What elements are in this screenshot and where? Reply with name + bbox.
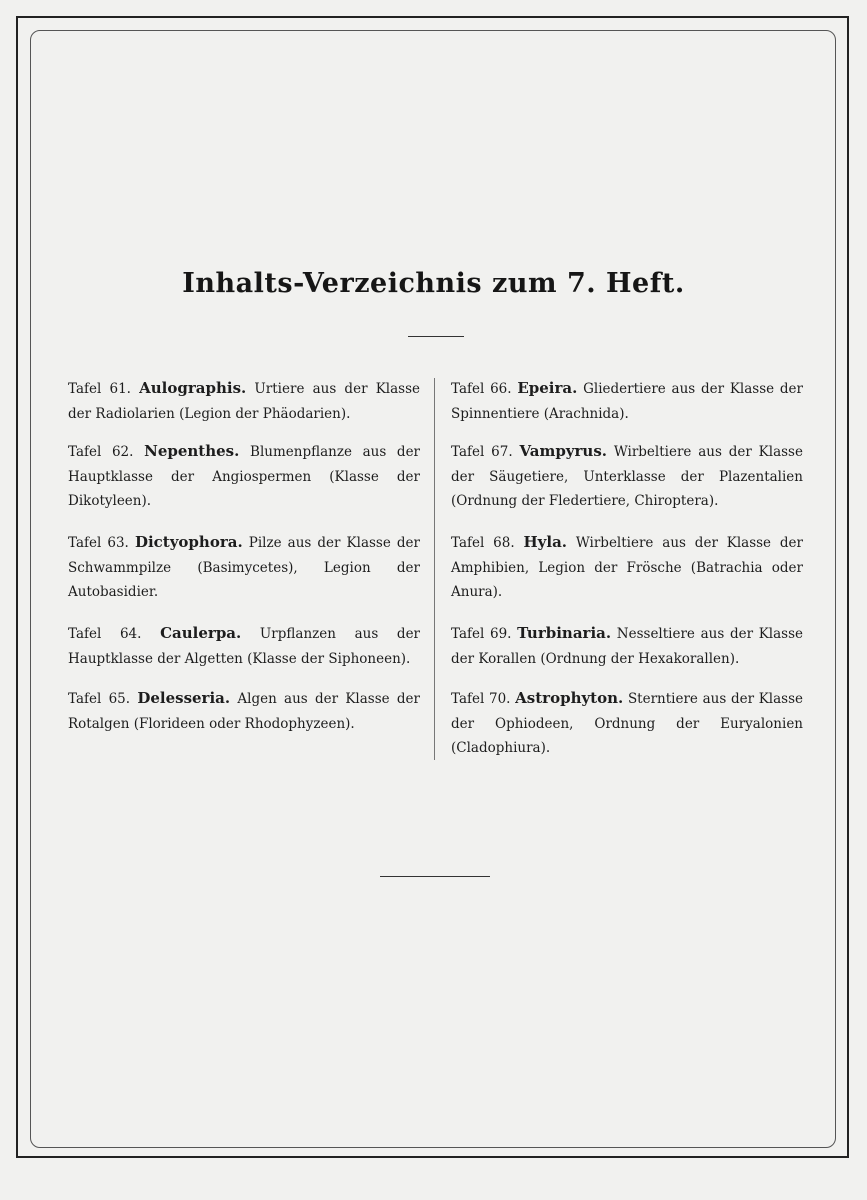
plate-number: Tafel 68.: [451, 535, 515, 551]
taxon-description: Wirbeltiere aus der Klasse der Säugetiere, Unterklasse der Plazentalien (Ordnung der Fledertiere, Chiroptera).: [451, 444, 803, 509]
table-of-contents-entry: [68, 621, 420, 671]
plate-number: Tafel 67.: [451, 444, 513, 460]
taxon-name: Astrophyton.: [515, 689, 624, 707]
taxon-name: Epeira.: [517, 379, 578, 397]
table-of-contents-entry: [68, 376, 420, 426]
taxon-name: Delesseria.: [137, 689, 231, 707]
table-of-contents-entry: [451, 530, 803, 605]
taxon-name: Nepenthes.: [144, 442, 240, 460]
taxon-description: Urpflanzen aus der Hauptklasse der Algetten (Klasse der Siphoneen).: [68, 626, 421, 667]
table-of-contents-entry: [451, 686, 803, 761]
plate-number: Tafel 69.: [451, 626, 512, 642]
plate-number: Tafel 64.: [68, 626, 142, 642]
taxon-description: Nesseltiere aus der Klasse der Korallen (Ordnung der Hexakorallen).: [451, 626, 803, 667]
taxon-description: Urtiere aus der Klasse der Radiolarien (Legion der Phäodarien).: [68, 381, 420, 422]
taxon-description: Blumenpflanze aus der Hauptklasse der Angiospermen (Klasse der Dikotyleen).: [68, 444, 421, 509]
plate-number: Tafel 63.: [68, 535, 129, 551]
taxon-description: Pilze aus der Klasse der Schwammpilze (Basimycetes), Legion der Autobasidier.: [68, 535, 420, 600]
table-of-contents-entry: [451, 439, 803, 514]
taxon-name: Dictyophora.: [134, 533, 243, 551]
taxon-description: Algen aus der Klasse der Rotalgen (Florideen oder Rhodophyzeen).: [68, 691, 420, 732]
taxon-description: Sterntiere aus der Klasse der Ophiodeen, Ordnung der Euryalonien (Cladophiura).: [451, 691, 804, 756]
plate-number: Tafel 61.: [68, 381, 131, 397]
table-of-contents-entry: [68, 686, 420, 736]
closing-rule: [380, 876, 490, 877]
taxon-name: Aulographis.: [139, 379, 247, 397]
plate-number: Tafel 62.: [68, 444, 134, 460]
table-of-contents-entry: [68, 439, 420, 514]
title-divider: [408, 336, 464, 337]
taxon-name: Caulerpa.: [160, 624, 242, 642]
table-of-contents-entry: [451, 621, 803, 671]
table-of-contents-entry: [68, 530, 420, 605]
plate-number: Tafel 65.: [68, 691, 131, 707]
taxon-name: Hyla.: [523, 533, 568, 551]
column-divider: [434, 378, 435, 760]
taxon-name: Turbinaria.: [517, 624, 612, 642]
taxon-name: Vampyrus.: [519, 442, 608, 460]
taxon-description: Gliedertiere aus der Klasse der Spinnentiere (Arachnida).: [451, 381, 803, 422]
page-title: Inhalts-Verzeichnis zum 7. Heft.: [182, 268, 685, 299]
plate-number: Tafel 66.: [451, 381, 512, 397]
plate-number: Tafel 70.: [451, 691, 511, 707]
table-of-contents-entry: [451, 376, 803, 426]
taxon-description: Wirbeltiere aus der Klasse der Amphibien, Legion der Frösche (Batrachia oder Anura).: [451, 535, 803, 600]
